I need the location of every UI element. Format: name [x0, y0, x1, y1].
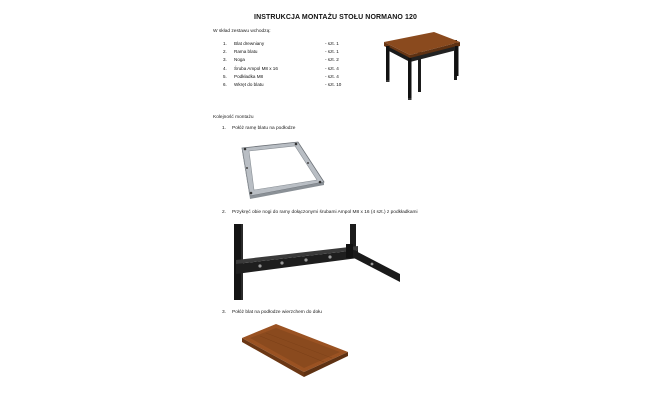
part-number: 6. [223, 81, 227, 87]
part-name: Blat drewniany [234, 41, 265, 46]
document-title: INSTRUKCJA MONTAŻU STOŁU NORMANO 120 [254, 14, 417, 21]
legs-frame-image [222, 222, 402, 304]
tabletop-image [240, 322, 352, 382]
list-item [223, 40, 363, 48]
part-number: 3. [223, 57, 227, 63]
kit-heading: W skład zestawu wchodzą: [213, 29, 271, 34]
order-heading: Kolejność montażu [213, 115, 254, 120]
part-quantity: - szt. 4 [325, 65, 339, 71]
step-text: Połóż ramę blatu na podłodze [232, 126, 296, 131]
assembled-table-image [370, 28, 470, 108]
step-number: 3. [222, 310, 227, 315]
step-3 [222, 310, 322, 315]
part-quantity: - szt. 2 [325, 57, 339, 63]
part-name: Wkręt do blatu [234, 81, 264, 87]
list-item [223, 81, 363, 89]
step-2 [222, 210, 418, 215]
step-text: Przykręć obie nogi do ramy dołączonymi śrubami Ampol M8 x 16 (4 szt.) z podkładkami [232, 210, 418, 215]
part-quantity: - szt. 1 [325, 41, 339, 46]
list-item [223, 48, 363, 56]
step-number: 2. [222, 210, 227, 215]
step-1 [222, 126, 295, 131]
part-number: 2. [223, 49, 227, 55]
part-number: 5. [223, 73, 227, 79]
part-number: 4. [223, 65, 227, 71]
frame-image [238, 138, 328, 203]
parts-list [223, 40, 363, 89]
part-quantity: - szt. 4 [325, 73, 339, 79]
part-quantity: - szt. 1 [325, 49, 339, 55]
part-name: Śruba Ampol M8 x 16 [234, 65, 278, 71]
part-number: 1. [223, 41, 227, 46]
part-name: Noga [234, 57, 245, 63]
part-quantity: - szt. 10 [325, 81, 342, 87]
step-number: 1. [222, 126, 227, 131]
step-text: Połóż blat na podłodze wierzchem do dołu [232, 310, 322, 315]
list-item [223, 73, 363, 81]
part-name: Rama blatu [234, 49, 258, 55]
list-item [223, 56, 363, 64]
part-name: Podkładka M8 [234, 73, 264, 79]
list-item [223, 65, 363, 73]
